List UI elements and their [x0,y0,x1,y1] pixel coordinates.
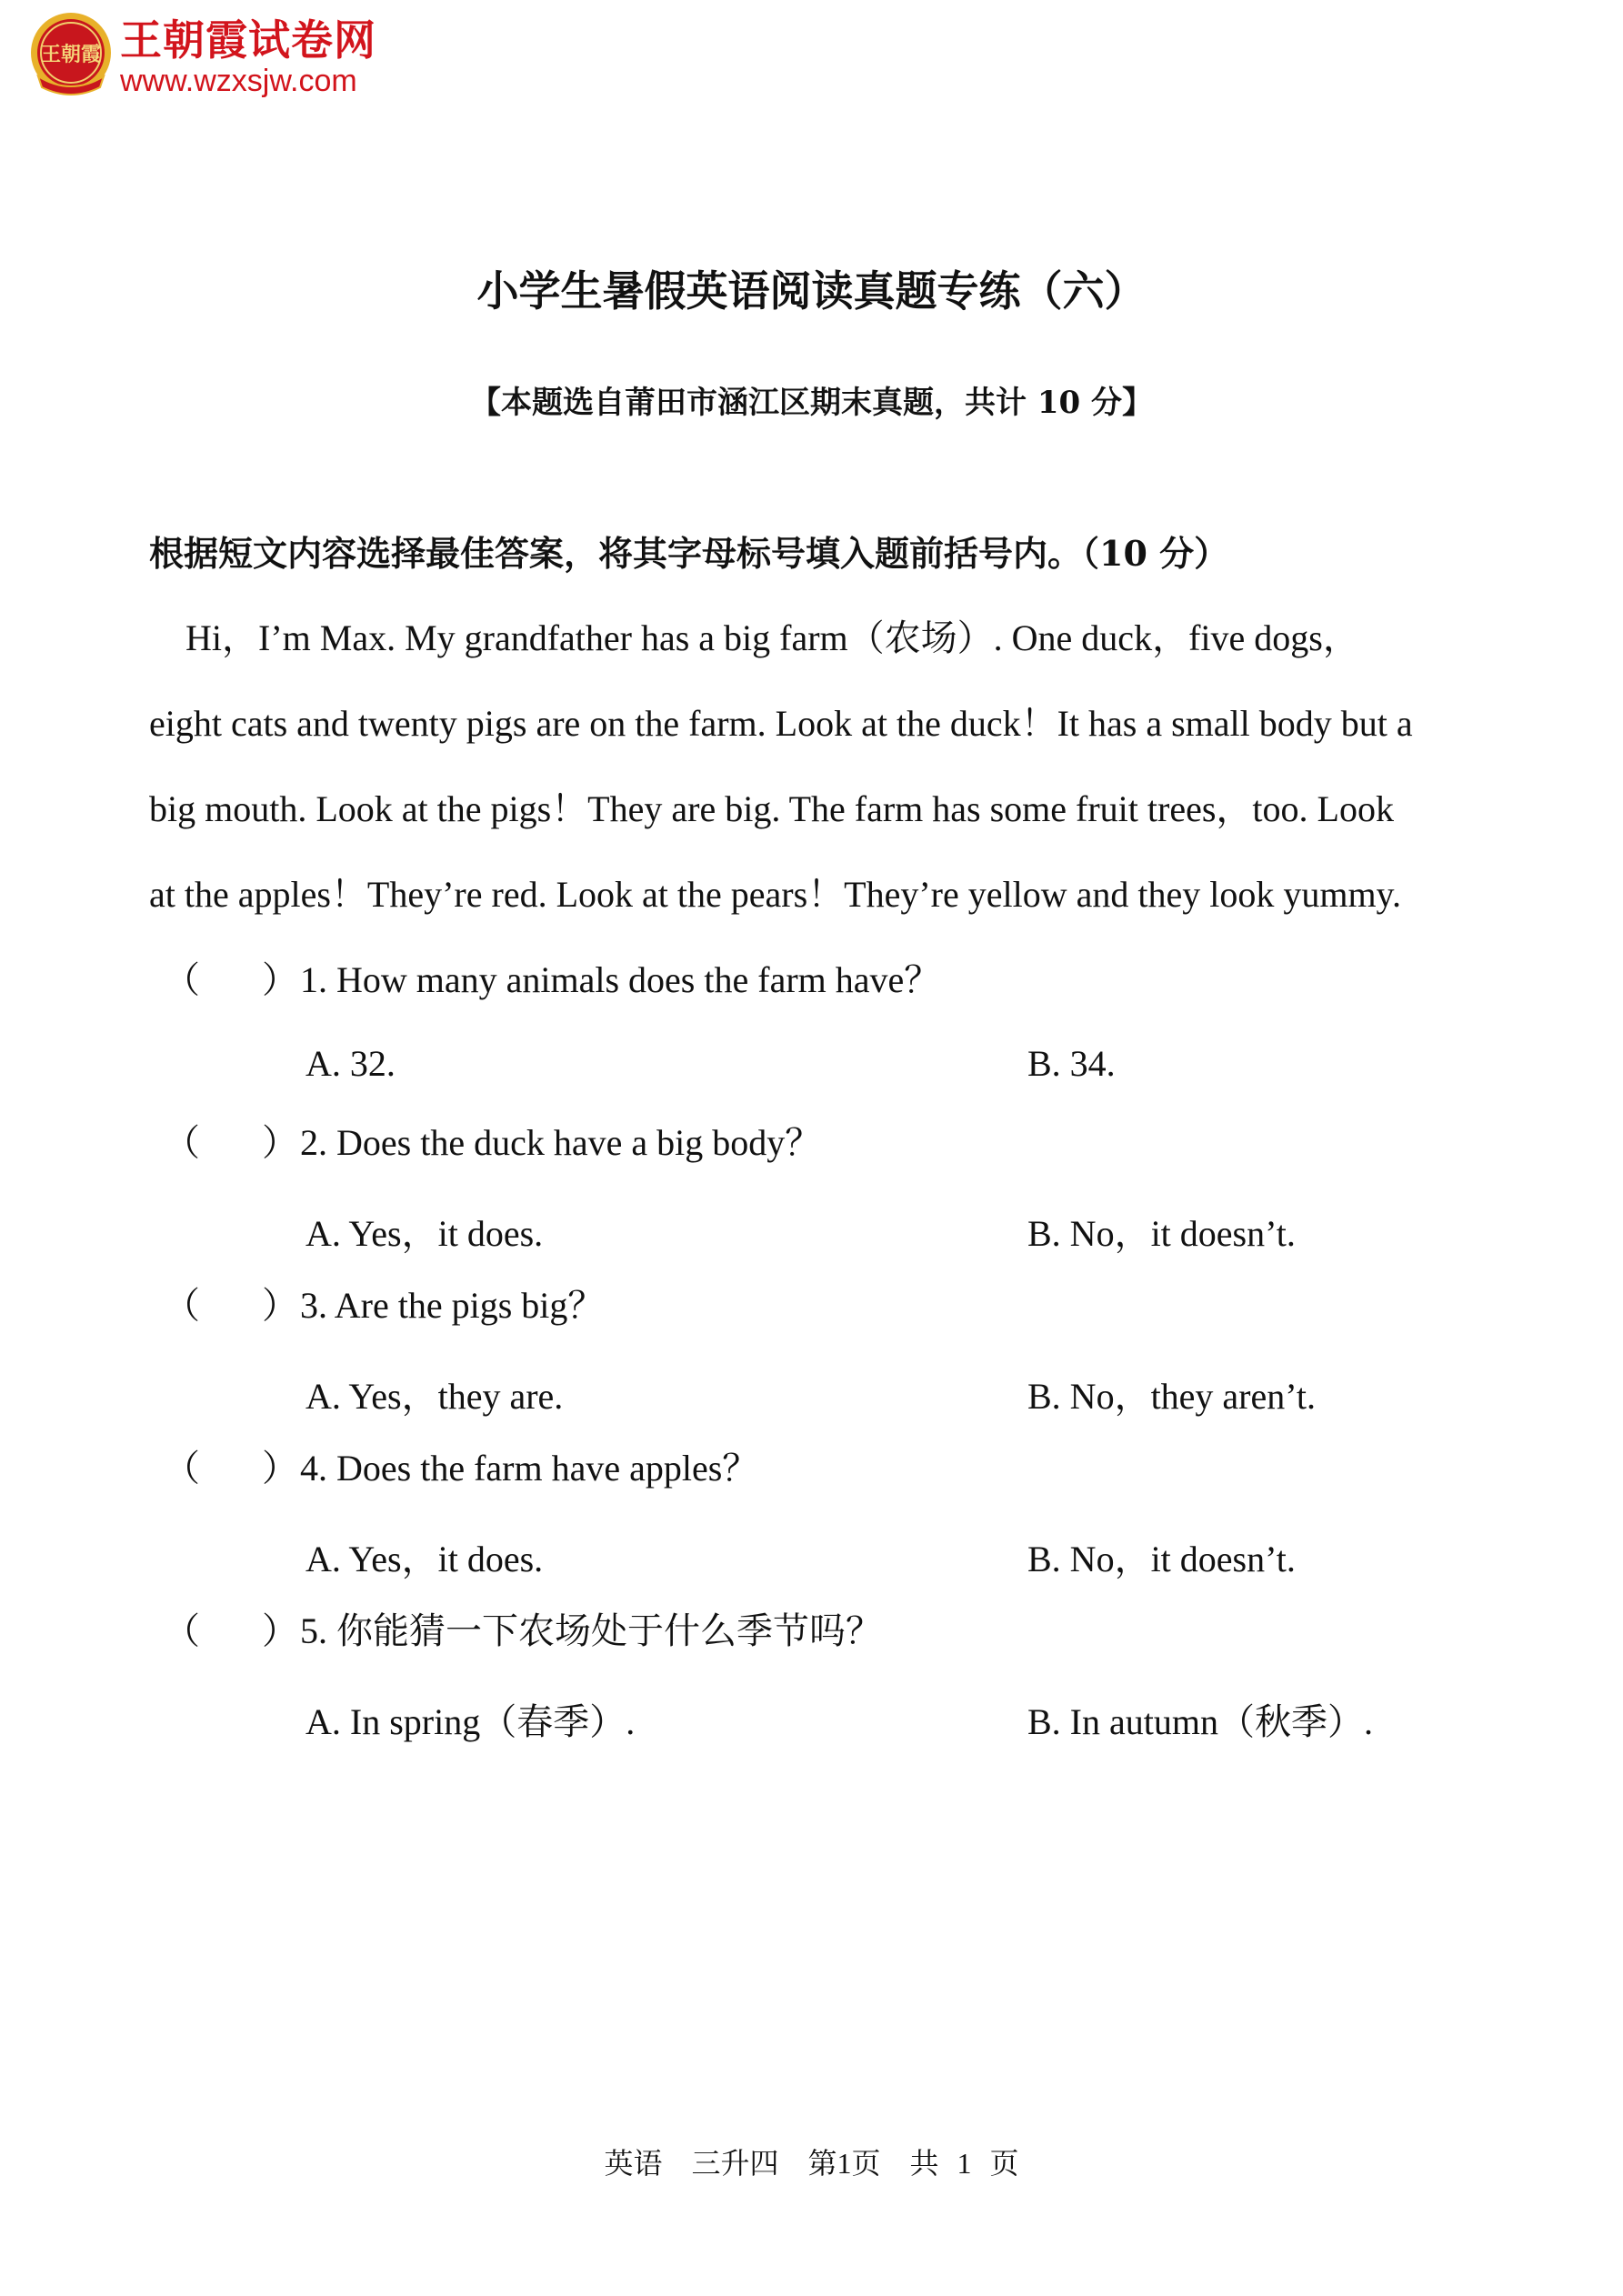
option-b: B. No，it doesn’t. [1027,1539,1296,1579]
page-subtitle: 【本题选自莆田市涵江区期末真题，共计 10 分】 [470,385,1153,421]
option-a: A. Yes，it does. [306,1213,544,1254]
brand-name: 王朝霞试卷网 [120,15,376,65]
logo-text: 王朝霞 [40,44,102,66]
answer-blank-open[interactable]: （ [164,1285,200,1326]
page-footer: 英语 三升四 第1页 共 1 页 [604,2147,1019,2180]
page-title: 小学生暑假英语阅读真题专练（六） [476,266,1147,316]
question-text: 2. Does the duck have a big body？ [300,1122,822,1163]
question-text: 5. 你能猜一下农场处于什么季节吗？ [300,1610,882,1651]
option-b: B. No，they aren’t. [1027,1376,1316,1417]
passage-line: at the apples！They’re red. Look at the pears！They’re yellow and they look yummy. [149,874,1401,915]
answer-blank-close: ） [262,959,298,1000]
brand-url: www.wzxsjw.com [120,64,357,98]
option-a: A. Yes，they are. [306,1376,564,1417]
question-text: 1. How many animals does the farm have？ [300,959,941,1000]
passage-line: big mouth. Look at the pigs！They are big. The farm has some fruit trees，too. Look [149,788,1394,829]
option-a: A. In spring（春季）. [306,1701,636,1742]
answer-blank-open[interactable]: （ [164,1610,200,1651]
answer-blank-open[interactable]: （ [164,1122,200,1163]
passage-line: eight cats and twenty pigs are on the farm. Look at the duck！It has a small body but a [149,703,1413,744]
question-text: 4. Does the farm have apples？ [300,1448,759,1489]
answer-blank-close: ） [262,1448,298,1489]
option-b: B. No，it doesn’t. [1027,1213,1296,1254]
answer-blank-close: ） [262,1610,298,1651]
instruction: 根据短文内容选择最佳答案，将其字母标号填入题前括号内。（10 分） [149,533,1229,574]
option-a: A. Yes，it does. [306,1539,544,1579]
passage-line: Hi，I’m Max. My grandfather has a big farm（农场）. One duck，five dogs， [149,617,1359,658]
option-b: B. 34. [1027,1043,1116,1084]
answer-blank-open[interactable]: （ [164,1448,200,1489]
question-text: 3. Are the pigs big？ [300,1285,605,1326]
brand-logo-icon [25,9,116,100]
option-b: B. In autumn（秋季）. [1027,1701,1373,1742]
answer-blank-close: ） [262,1285,298,1326]
answer-blank-close: ） [262,1122,298,1163]
answer-blank-open[interactable]: （ [164,959,200,1000]
option-a: A. 32. [306,1043,396,1084]
